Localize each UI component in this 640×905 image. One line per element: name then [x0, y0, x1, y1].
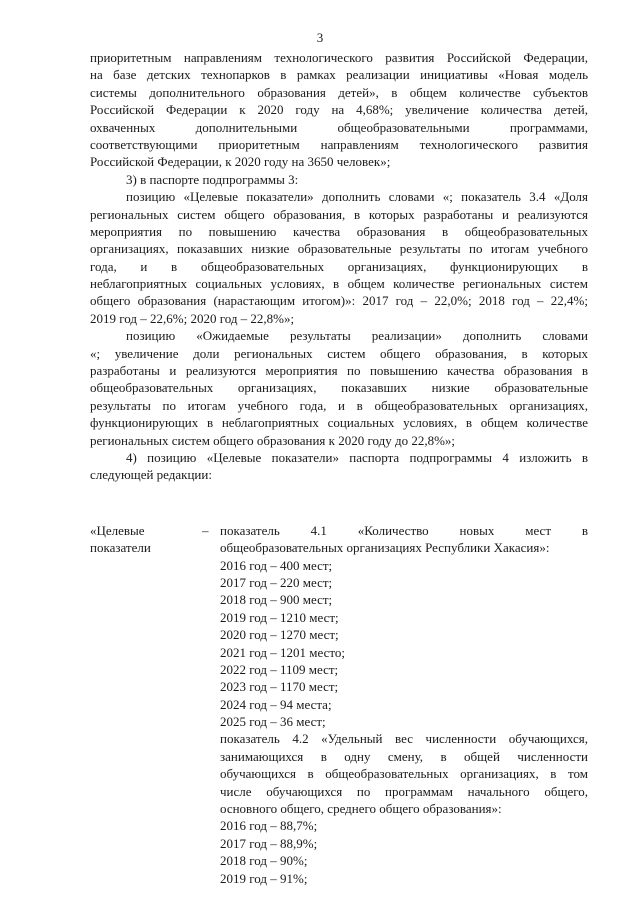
text-line: позицию «Целевые показатели» дополнить словами «; показатель 3.4 «Доля: [126, 189, 588, 205]
table-row: [90, 609, 588, 626]
table-row: [90, 730, 588, 747]
indicator-value: 2017 год – 88,9%;: [220, 835, 318, 851]
indicator-value: 2018 год – 90%;: [220, 853, 308, 869]
indicator-value: занимающихся в одну смену, в общей численности: [220, 748, 588, 764]
table-row: [90, 783, 588, 800]
text-line: результаты по итогам учебного года, и в общеобразовательных организациях,: [90, 397, 588, 413]
amendment-text: [90, 49, 588, 484]
indicator-value: 2020 год – 1270 мест;: [220, 627, 339, 643]
indicator-value: 2017 год – 220 мест;: [220, 574, 333, 590]
table-row: [90, 626, 588, 643]
text-line: охваченных дополнительными общеобразовательными программами,: [90, 119, 588, 135]
text-line: Российской Федерации, к 2020 году на 3650 человек»;: [90, 154, 391, 170]
table-row: [90, 870, 588, 887]
table-row: [90, 817, 588, 834]
text-line: 2019 год – 22,6%; 2020 год – 22,8%»;: [90, 310, 295, 326]
indicator-value: 2016 год – 400 мест;: [220, 557, 333, 573]
text-line: 3) в паспорте подпрограммы 3:: [126, 171, 299, 187]
indicator-value: обучающихся в общеобразовательных организациях, в том: [220, 766, 588, 782]
indicator-label: «Целевые: [90, 522, 145, 538]
text-line: следующей редакции:: [90, 467, 212, 483]
text-line: общеобразовательных организациях, показавших низкие образовательные: [90, 380, 588, 396]
table-row: [90, 696, 588, 713]
text-line: системы дополнительного образования детей», в общем количестве субъектов: [90, 84, 588, 100]
table-row: [90, 713, 588, 730]
text-line: региональных систем общего образования к 2020 году до 22,8%»;: [90, 432, 456, 448]
page-number: 3: [316, 30, 324, 45]
indicator-value: 2023 год – 1170 мест;: [220, 679, 339, 695]
table-row: [90, 574, 588, 591]
indicator-value: 2025 год – 36 мест;: [220, 714, 326, 730]
indicator-value: 2021 год – 1201 место;: [220, 644, 345, 660]
text-line: на базе детских технопарков в рамках реализации инициативы «Новая модель: [90, 67, 588, 83]
table-row: [90, 800, 588, 817]
text-line: приоритетным направлениям технологического развития Российской Федерации,: [90, 50, 588, 65]
text-line: общего образования (нарастающим итогом)»: 2017 год – 22,0%; 2018 год – 22,4%;: [90, 293, 588, 309]
target-indicators-table: [90, 522, 588, 887]
indicator-value: показатель 4.1 «Количество новых мест в: [220, 522, 588, 538]
indicator-label: показатели: [90, 540, 151, 556]
text-line: позицию «Ожидаемые результаты реализации» дополнить словами: [126, 328, 588, 344]
section-spacer: [90, 484, 588, 522]
table-row: [90, 522, 588, 539]
table-row: [90, 678, 588, 695]
indicator-value: 2019 год – 1210 мест;: [220, 609, 339, 625]
table-row: [90, 591, 588, 608]
text-line: мероприятия по повышению качества образования в общеобразовательных: [90, 223, 588, 239]
table-row: [90, 835, 588, 852]
indicator-value: показатель 4.2 «Удельный вес численности обучающихся,: [220, 731, 588, 747]
text-line: «; увеличение доли региональных систем общего образования, в которых: [90, 345, 588, 361]
table-row: [90, 557, 588, 574]
label-dash: –: [202, 522, 209, 538]
text-line: региональных систем общего образования, в которых разработаны и реализуются: [90, 206, 588, 222]
text-line: Российской Федерации к 2020 году на 4,68%; увеличение количества детей,: [90, 102, 588, 118]
table-row: [90, 748, 588, 765]
table-row: [90, 539, 588, 556]
indicator-value: числе обучающихся по программам начального общего,: [220, 783, 588, 799]
table-row: [90, 765, 588, 782]
indicator-value: 2019 год – 91%;: [220, 870, 308, 886]
indicator-value: общеобразовательных организациях Республики Хакасия»:: [220, 540, 550, 556]
text-line: разработаны и реализуются мероприятия по повышению качества образования в: [90, 363, 588, 379]
indicator-value: основного общего, среднего общего образования»:: [220, 801, 502, 817]
document-body: [90, 49, 588, 887]
indicator-value: 2018 год – 900 мест;: [220, 592, 333, 608]
text-line: 4) позицию «Целевые показатели» паспорта подпрограммы 4 изложить в: [126, 449, 588, 465]
table-row: [90, 852, 588, 869]
text-line: года, и в общеобразовательных организациях, функционирующих в: [90, 258, 588, 274]
table-row: [90, 661, 588, 678]
table-row: [90, 644, 588, 661]
text-line: соответствующими приоритетным направлениям технологического развития: [90, 136, 588, 152]
indicator-value: 2016 год – 88,7%;: [220, 818, 318, 834]
indicator-value: 2024 год – 94 места;: [220, 696, 332, 712]
indicator-value: 2022 год – 1109 мест;: [220, 661, 339, 677]
text-line: организациях, показавших низкие образовательные результаты по итогам учебного: [90, 241, 588, 257]
text-line: неблагоприятных социальных условиях, в общем количестве региональных систем: [90, 276, 588, 292]
text-line: функционирующих в неблагоприятных социальных условиях, в общем количестве: [90, 415, 588, 431]
